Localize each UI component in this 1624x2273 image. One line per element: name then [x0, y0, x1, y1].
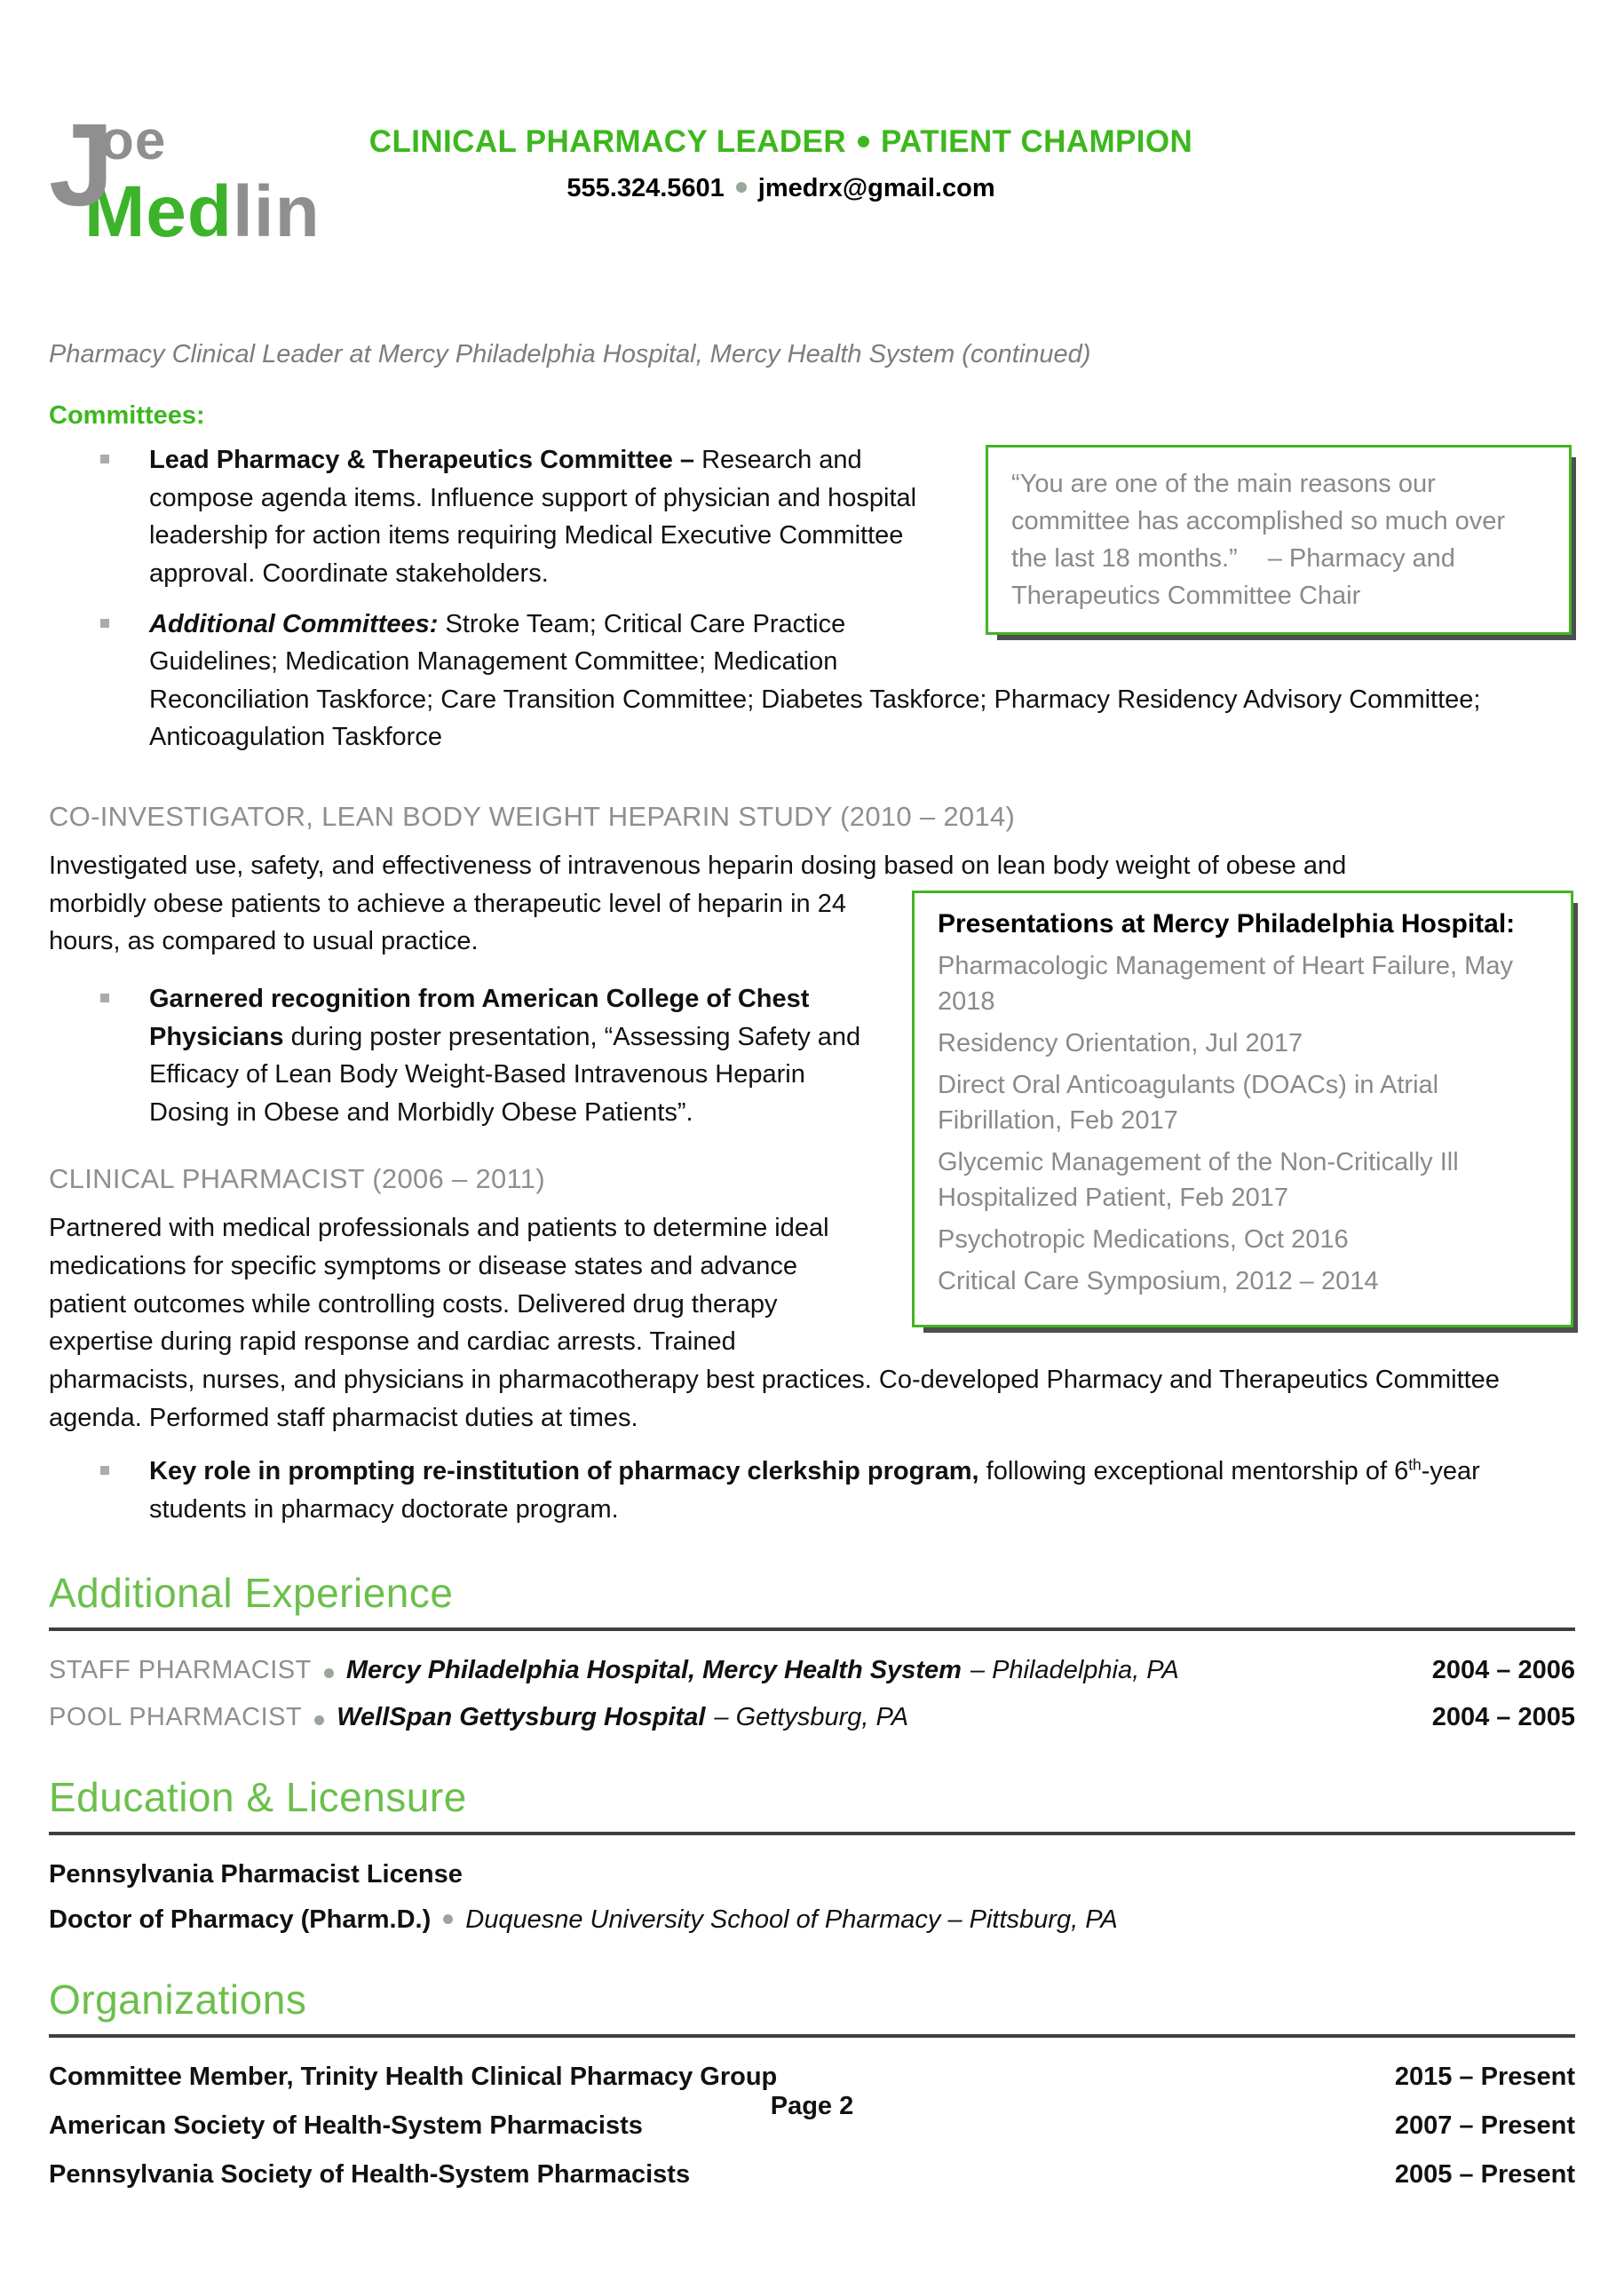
organizations-heading: Organizations — [49, 1976, 307, 2024]
page-number: Page 2 — [770, 2092, 854, 2120]
quote-text: “You are one of the main reasons our committee has accomplished so much over the last 18 months.” — [1011, 470, 1506, 574]
organization-name: American Society of Health-System Pharmacists — [49, 2111, 643, 2141]
date-range: 2005 – Present — [1394, 2160, 1575, 2190]
date-range: 2004 – 2006 — [1431, 1656, 1575, 1685]
date-range: 2015 – Present — [1394, 2063, 1575, 2092]
bullet-separator-icon — [443, 1914, 453, 1924]
bullet-additional-text: Stroke Team; Critical Care Practice Guidelines; Medication Management Committee; Medication Reconciliation Taskforce; Care Transition Committee; Diabetes Taskforce; Pharmacy Residency Advisory Committee; Anticoagulation Taskforce — [149, 609, 1481, 752]
ordinal-superscript: th — [1408, 1455, 1422, 1474]
table-row — [49, 1703, 1575, 1732]
list-item — [49, 1905, 1575, 1935]
header — [49, 99, 1575, 296]
organization-name: Committee Member, Trinity Health Clinical Pharmacy Group — [49, 2063, 778, 2092]
job-role-label: POOL PHARMACIST — [49, 1703, 303, 1732]
employer-name: Mercy Philadelphia Hospital, Mercy Health System — [345, 1656, 962, 1685]
license-name: Pennsylvania Pharmacist License — [49, 1860, 463, 1889]
employer-name: WellSpan Gettysburg Hospital — [337, 1703, 706, 1732]
presentation-item: Pharmacologic Management of Heart Failure, May 2018 — [938, 951, 1513, 1016]
date-range: 2007 – Present — [1394, 2111, 1575, 2141]
presentation-item: Direct Oral Anticoagulants (DOACs) in Atrial Fibrillation, Feb 2017 — [938, 1070, 1439, 1135]
degree-school: Duquesne University School of Pharmacy – Pittsburg, PA — [465, 1905, 1118, 1935]
email-address: jmedrx@gmail.com — [757, 174, 995, 202]
employer-location: – Philadelphia, PA — [970, 1656, 1179, 1685]
header-title — [49, 124, 1513, 160]
bullet-keyrole-text: following exceptional mentorship of 6 — [986, 1457, 1409, 1486]
clinical-pharmacist-bullet-list — [49, 1453, 1575, 1528]
clinical-pharmacist-heading: CLINICAL PHARMACIST (2006 – 2011) — [49, 1163, 545, 1195]
presentation-item: Residency Orientation, Jul 2017 — [938, 1028, 1303, 1057]
bullet-additional-label: Additional Committees: — [149, 609, 439, 638]
square-bullet-icon — [100, 1466, 109, 1475]
table-row — [49, 1656, 1575, 1685]
table-row — [49, 2160, 1575, 2190]
committees-heading: Committees: — [49, 401, 205, 430]
square-bullet-icon — [100, 994, 109, 1002]
list-item — [49, 1453, 1575, 1528]
bullet-separator-icon — [324, 1668, 334, 1678]
section-divider — [49, 2034, 1575, 2038]
job-role-label: STAFF PHARMACIST — [49, 1656, 312, 1685]
organization-name: Pennsylvania Society of Health-System Pharmacists — [49, 2160, 691, 2190]
presentation-item: Critical Care Symposium, 2012 – 2014 — [938, 1266, 1379, 1295]
coinvestigator-heading: CO-INVESTIGATOR, LEAN BODY WEIGHT HEPARIN STUDY (2010 – 2014) — [49, 801, 1016, 832]
bullet-recognition-text: during poster presentation, “Assessing Safety and Efficacy of Lean Body Weight-Based Intravenous Heparin Dosing in Obese and Morbidly Obese Patients”. — [149, 1022, 861, 1127]
bullet-separator-icon — [858, 136, 869, 147]
bullet-lead-text: Research and compose agenda items. Influence support of physician and hospital leadership for action items requiring Medical Executive Committee approval. Coordinate stakeholders. — [149, 446, 917, 588]
coinvestigator-section — [49, 801, 1575, 1528]
additional-experience-heading: Additional Experience — [49, 1570, 454, 1617]
degree-name: Doctor of Pharmacy (Pharm.D.) — [49, 1905, 432, 1935]
square-bullet-icon — [100, 455, 109, 463]
committees-body — [49, 441, 1575, 769]
header-title-left: CLINICAL PHARMACY LEADER — [368, 124, 846, 159]
presentation-item: Glycemic Management of the Non-Critically Ill Hospitalized Patient, Feb 2017 — [938, 1147, 1459, 1212]
additional-experience-section — [49, 1569, 1575, 1732]
list-item — [49, 1860, 1575, 1889]
table-row — [49, 2063, 1575, 2092]
list-item — [49, 606, 1575, 757]
header-title-right: PATIENT CHAMPION — [881, 124, 1193, 159]
bullet-recognition-bold: Garnered recognition from American College of Chest Physicians — [149, 984, 810, 1051]
phone-number: 555.324.5601 — [566, 174, 725, 202]
coinvestigator-paragraph-line1: Investigated use, safety, and effectiveness of intravenous heparin dosing based on lean body weight of obese and — [49, 851, 1347, 880]
education-heading: Education & Licensure — [49, 1774, 467, 1821]
logo-letters-lin: lin — [233, 171, 321, 252]
education-section — [49, 1773, 1575, 1935]
coinvestigator-paragraph-rest: morbidly obese patients to achieve a therapeutic level of heparin in 24 hours, as compared to usual practice. — [49, 889, 846, 956]
organizations-section — [49, 1976, 1575, 2190]
logo-letter-j: J — [49, 99, 115, 230]
quote-attribution: – Pharmacy and Therapeutics Committee Chair — [1011, 544, 1455, 611]
bullet-lead-bold: Lead Pharmacy & Therapeutics Committee – — [149, 446, 702, 474]
list-item — [49, 980, 1575, 1132]
logo-letters-med: Med — [84, 171, 233, 252]
square-bullet-icon — [100, 619, 109, 628]
coinvestigator-bullet-list — [49, 980, 1575, 1132]
section-divider — [49, 1832, 1575, 1835]
presentation-item: Psychotropic Medications, Oct 2016 — [938, 1224, 1349, 1254]
date-range: 2004 – 2005 — [1431, 1703, 1575, 1732]
bullet-separator-icon — [314, 1715, 324, 1725]
committees-section — [49, 401, 1575, 769]
logo-letters-oe: oe — [100, 110, 167, 171]
coinvestigator-body — [49, 885, 1575, 1437]
header-contact — [49, 174, 1513, 203]
section-divider — [49, 1628, 1575, 1631]
bullet-keyrole-bold: Key role in prompting re-institution of pharmacy clerkship program, — [149, 1457, 979, 1486]
list-item — [49, 441, 1575, 593]
employer-location: – Gettysburg, PA — [714, 1703, 909, 1732]
presentations-title: Presentations at Mercy Philadelphia Hospital: — [938, 908, 1516, 939]
bullet-separator-icon — [736, 182, 747, 193]
bullet-keyrole-text-end: -year students in pharmacy doctorate program. — [149, 1457, 1480, 1524]
clinical-pharmacist-paragraph: Partnered with medical professionals and patients to determine ideal medications for specific symptoms or disease states and advance patient outcomes while controlling costs. Delivered drug therapy expertise during rapid response and cardiac arrests. Trained pharmacists, nurses, and physicians in pharmacotherapy best practices. Co-developed Pharmacy and Therapeutics Committee agenda. Performed staff pharmacist duties at times. — [49, 1214, 1500, 1432]
continued-role-line: Pharmacy Clinical Leader at Mercy Philadelphia Hospital, Mercy Health System (continued) — [49, 340, 1091, 368]
header-center — [49, 124, 1513, 203]
